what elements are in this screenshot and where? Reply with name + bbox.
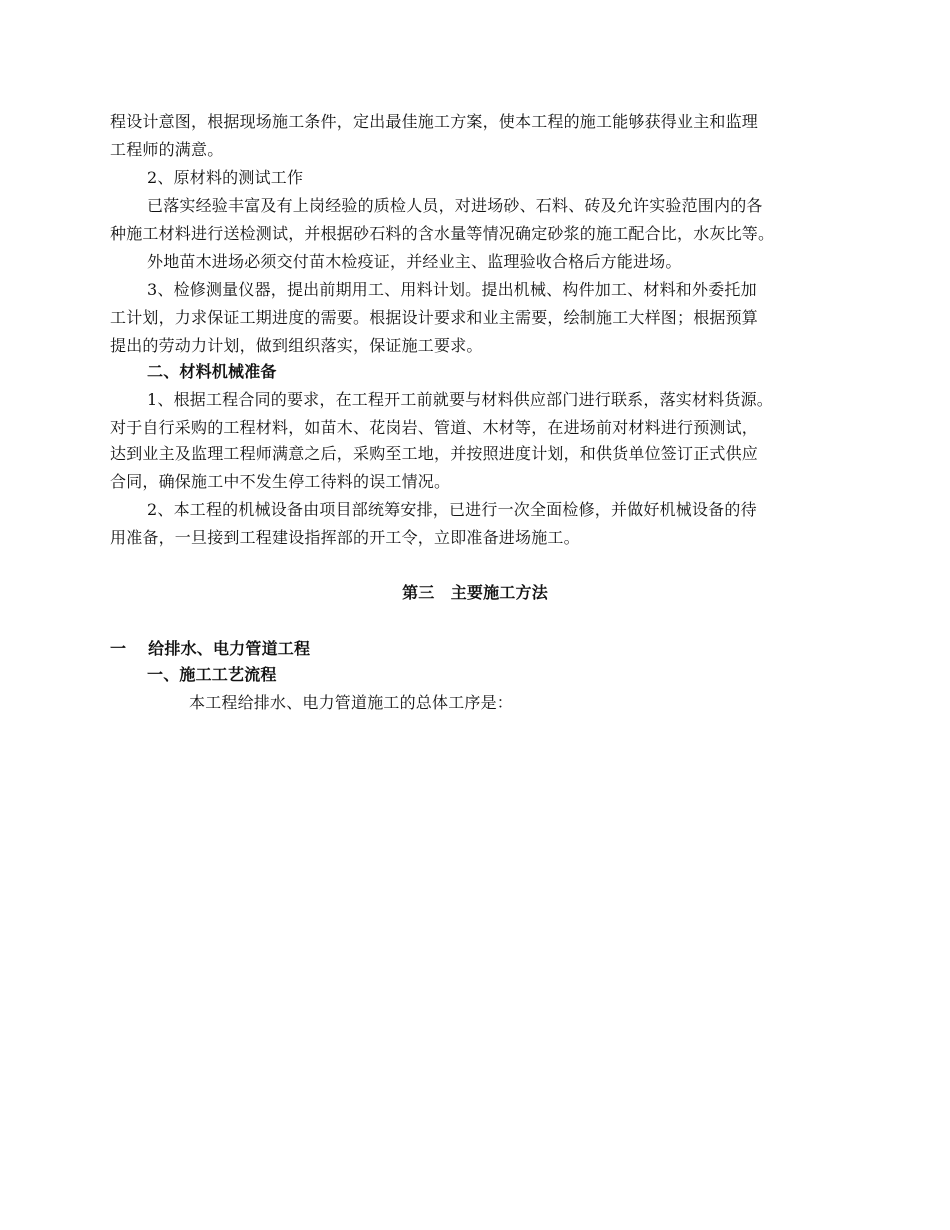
paragraph-line: 提出的劳动力计划，做到组织落实，保证施工要求。 bbox=[110, 336, 483, 355]
paragraph-line: 3、检修测量仪器，提出前期用工、用料计划。提出机械、构件加工、材料和外委托加 bbox=[147, 280, 757, 299]
paragraph-line: 工程师的满意。 bbox=[110, 140, 224, 159]
item-heading: 2、原材料的测试工作 bbox=[147, 168, 304, 187]
chapter-title: 第三 主要施工方法 bbox=[402, 583, 548, 602]
section-title: 一 给排水、电力管道工程 bbox=[110, 639, 311, 658]
paragraph-line: 工计划，力求保证工期进度的需要。根据设计要求和业主需要，绘制施工大样图；根据预算 bbox=[110, 308, 759, 327]
paragraph-line: 1、根据工程合同的要求，在工程开工前就要与材料供应部门进行联系，落实材料货源。 bbox=[147, 390, 773, 409]
paragraph-line: 已落实经验丰富及有上岗经验的质检人员，对进场砂、石料、砖及允许实验范围内的各 bbox=[147, 196, 763, 215]
paragraph-line: 种施工材料进行送检测试，并根据砂石料的含水量等情况确定砂浆的施工配合比，水灰比等。 bbox=[110, 224, 775, 243]
section-heading-materials: 二、材料机械准备 bbox=[147, 362, 277, 381]
paragraph-line: 达到业主及监理工程师满意之后，采购至工地，并按照进度计划，和供货单位签订正式供应 bbox=[110, 444, 759, 463]
paragraph-line: 外地苗木进场必须交付苗木检疫证，并经业主、监理验收合格后方能进场。 bbox=[147, 252, 682, 271]
paragraph-line: 程设计意图，根据现场施工条件，定出最佳施工方案，使本工程的施工能够获得业主和监理 bbox=[110, 112, 759, 131]
paragraph-line: 本工程给排水、电力管道施工的总体工序是： bbox=[189, 693, 514, 712]
paragraph-line: 对于自行采购的工程材料，如苗木、花岗岩、管道、木材等，在进场前对材料进行预测试， bbox=[110, 418, 759, 437]
paragraph-line: 用准备，一旦接到工程建设指挥部的开工令，立即准备进场施工。 bbox=[110, 528, 580, 547]
subsection-title: 一、施工工艺流程 bbox=[147, 665, 277, 684]
paragraph-line: 2、本工程的机械设备由项目部统筹安排，已进行一次全面检修，并做好机械设备的待 bbox=[147, 500, 757, 519]
paragraph-line: 合同，确保施工中不发生停工待料的误工情况。 bbox=[110, 472, 451, 491]
